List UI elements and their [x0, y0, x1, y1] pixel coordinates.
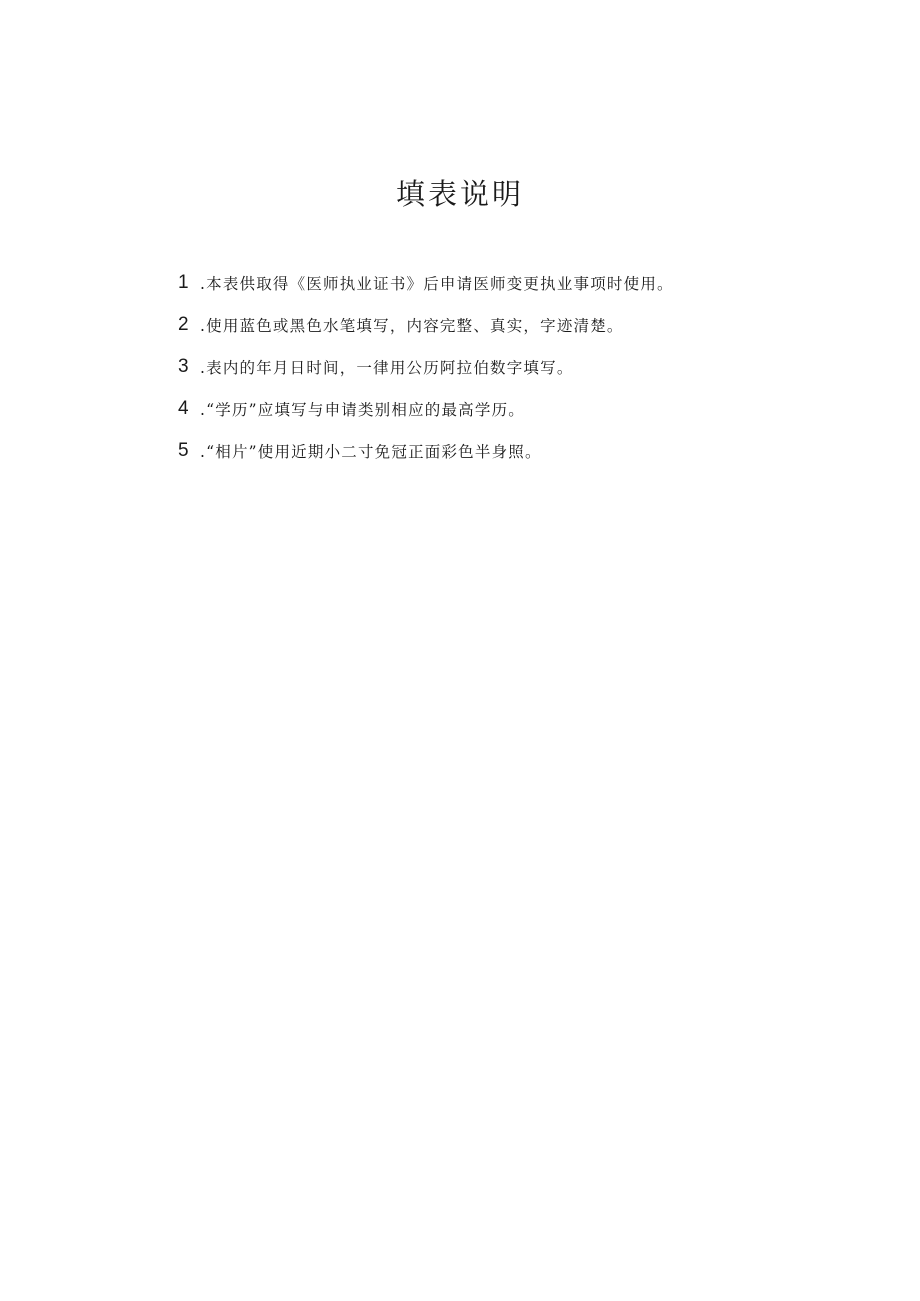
instruction-item-3 — [178, 346, 818, 388]
instructions-list — [178, 262, 818, 472]
instruction-text: .表内的年月日时间，一律用公历阿拉伯数字填写。 — [200, 359, 574, 377]
instruction-number: 5 — [178, 440, 189, 461]
instruction-text: .“学历”应填写与申请类别相应的最高学历。 — [200, 401, 525, 419]
instruction-number: 1 — [178, 272, 189, 293]
instruction-number: 3 — [178, 356, 189, 377]
instruction-item-4 — [178, 388, 818, 430]
instruction-number: 2 — [178, 314, 189, 335]
instruction-item-2 — [178, 304, 818, 346]
instruction-item-5 — [178, 430, 818, 472]
instruction-text: .使用蓝色或黑色水笔填写，内容完整、真实，字迹清楚。 — [200, 317, 624, 335]
instruction-text: .“相片”使用近期小二寸免冠正面彩色半身照。 — [200, 443, 542, 461]
page-title: 填表说明 — [395, 177, 524, 211]
instruction-text: .本表供取得《医师执业证书》后申请医师变更执业事项时使用。 — [200, 275, 674, 293]
instruction-item-1 — [178, 262, 818, 304]
instruction-number: 4 — [178, 398, 189, 419]
